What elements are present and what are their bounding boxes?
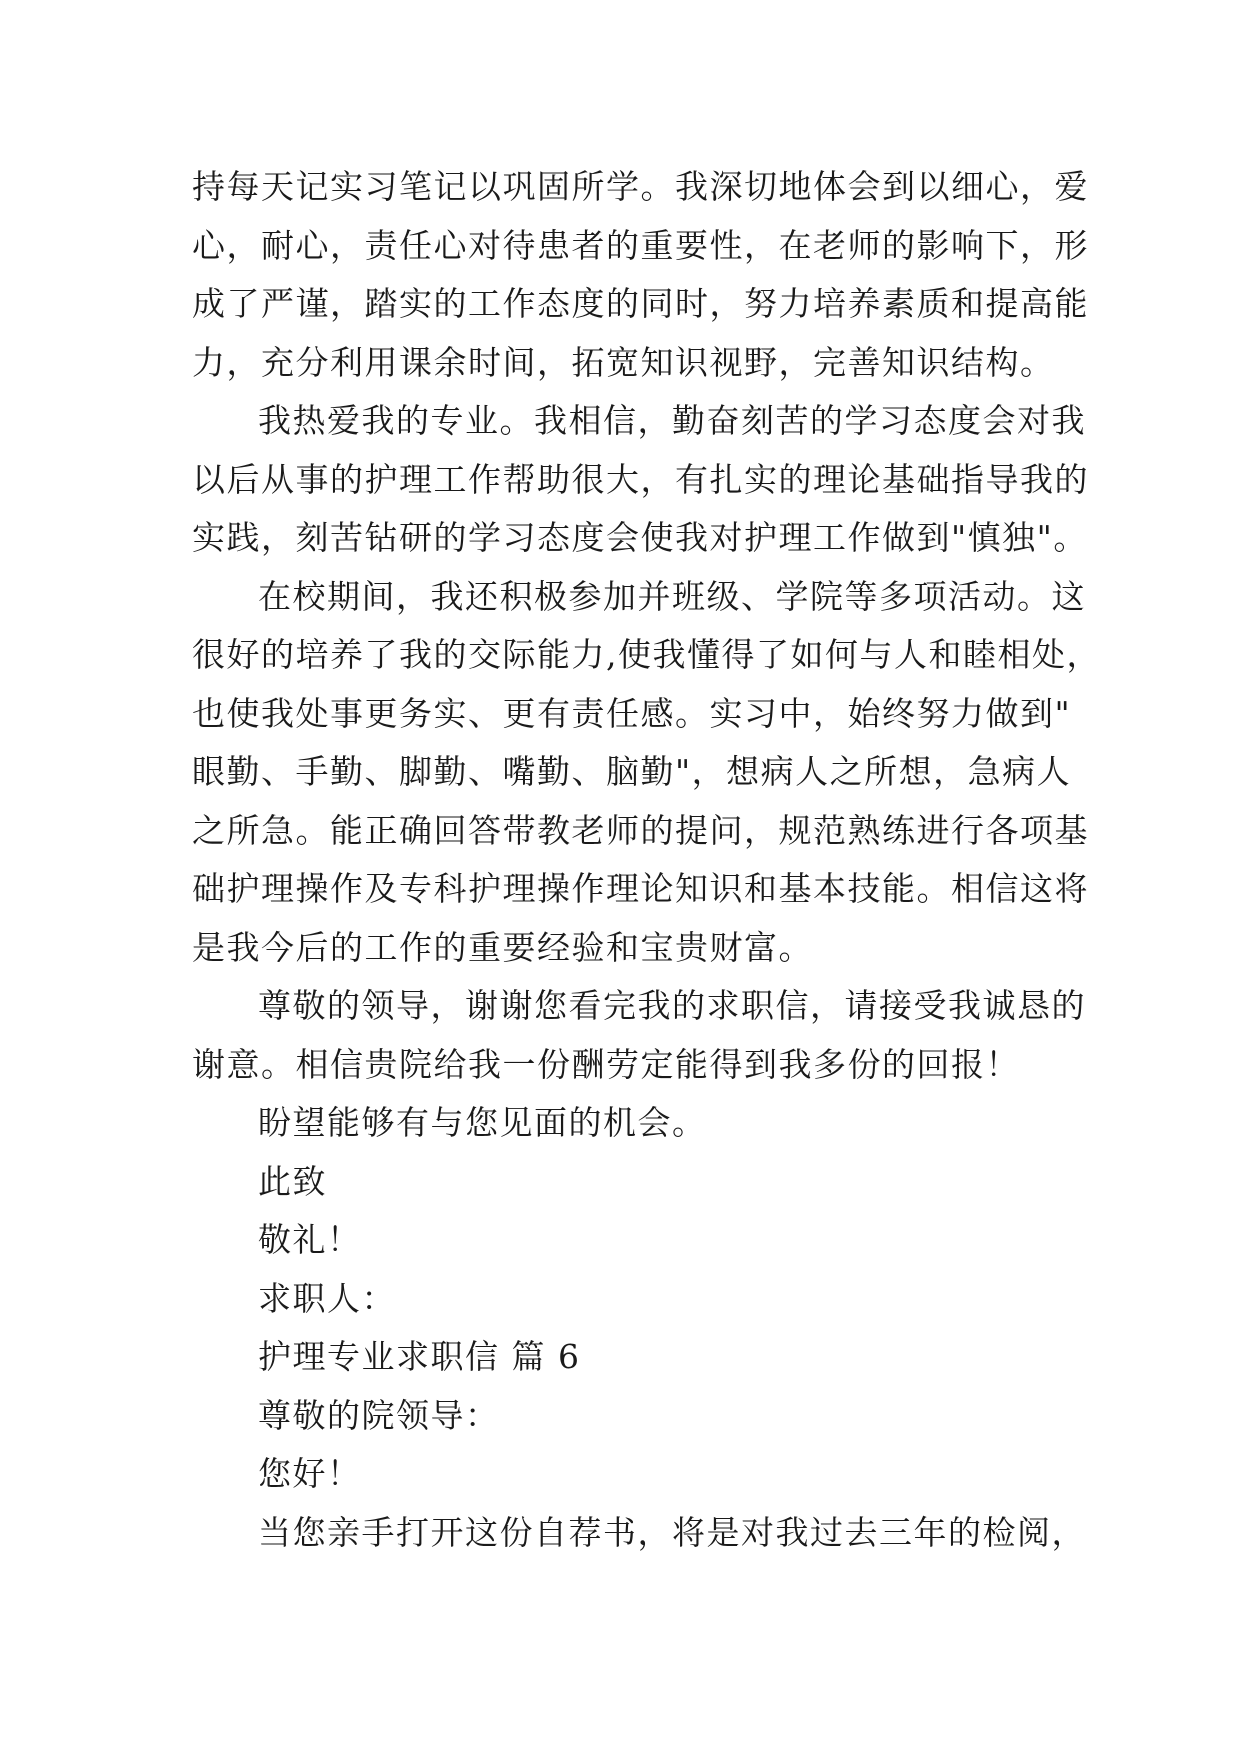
- text-line: 力，充分利用课余时间，拓宽知识视野，完善知识结构。: [192, 342, 1055, 382]
- text-line: 求职人：: [258, 1278, 396, 1318]
- text-line: 您好！: [258, 1454, 362, 1493]
- text-line: 谢意。相信贵院给我一份酬劳定能得到我多份的回报！: [192, 1044, 1020, 1084]
- text-line: 此致: [258, 1161, 327, 1201]
- text-line: 很好的培养了我的交际能力,使我懂得了如何与人和睦相处，: [192, 635, 1101, 674]
- text-line: 尊敬的领导，谢谢您看完我的求职信，请接受我诚恳的: [258, 986, 1086, 1025]
- text-line: 当您亲手打开这份自荐书，将是对我过去三年的检阅，: [258, 1512, 1086, 1552]
- text-line: 心，耐心，责任心对待患者的重要性，在老师的影响下，形: [192, 225, 1089, 265]
- text-line: 敬礼！: [258, 1220, 362, 1259]
- text-line: 之所急。能正确回答带教老师的提问，规范熟练进行各项基: [192, 810, 1089, 850]
- text-line: 成了严谨，踏实的工作态度的同时，努力培养素质和提高能: [192, 284, 1089, 323]
- text-line: 盼望能够有与您见面的机会。: [258, 1103, 707, 1142]
- text-line: 础护理操作及专科护理操作理论知识和基本技能。相信这将: [192, 869, 1089, 908]
- text-line: 尊敬的院领导：: [258, 1395, 500, 1435]
- text-line: 也使我处事更务实、更有责任感。实习中，始终努力做到": [192, 693, 1072, 733]
- text-line: 护理专业求职信 篇 6: [258, 1337, 581, 1376]
- text-line: 在校期间，我还积极参加并班级、学院等多项活动。这: [258, 576, 1086, 616]
- text-line: 以后从事的护理工作帮助很大，有扎实的理论基础指导我的: [192, 459, 1089, 499]
- text-line: 眼勤、手勤、脚勤、嘴勤、脑勤"，想病人之所想，急病人: [192, 752, 1072, 791]
- text-line: 我热爱我的专业。我相信，勤奋刻苦的学习态度会对我: [258, 401, 1086, 440]
- text-line: 是我今后的工作的重要经验和宝贵财富。: [192, 927, 813, 967]
- text-line: 持每天记实习笔记以巩固所学。我深切地体会到以细心，爱: [192, 167, 1089, 206]
- document-body: [192, 158, 1101, 1562]
- text-line: 实践，刻苦钻研的学习态度会使我对护理工作做到"慎独"。: [192, 518, 1088, 557]
